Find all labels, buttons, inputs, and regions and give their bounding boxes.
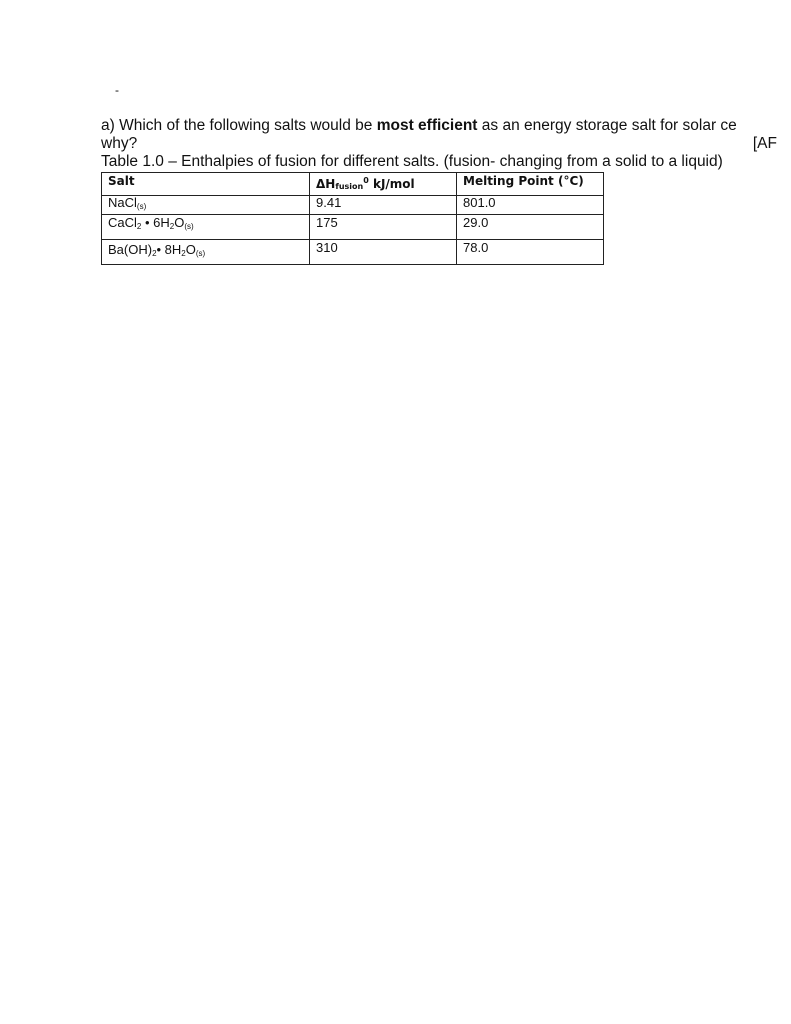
enthalpy-table [101,172,604,265]
salt-subscript: (s) [136,202,147,211]
question-emphasis: most efficient [376,117,478,134]
header-enthalpy-sub: fusion [335,182,364,191]
salt-subscript: (s) [184,222,194,231]
table-row [102,240,604,265]
table-header-row [102,173,604,196]
question-line-1 [101,117,791,135]
salt-formula-tail: O [174,215,185,230]
header-enthalpy-unit: kJ/mol [368,177,415,191]
question-prefix: a) Which of the following salts would be [101,117,377,134]
cell-enthalpy: 9.41 [310,196,457,215]
salt-formula-hydrate: • 8H [156,242,182,257]
salt-subscript: 2 [152,249,157,258]
table-caption: Table 1.0 – Enthalpies of fusion for different salts. (fusion- changing from a solid to a liquid) [101,153,723,170]
salt-subscript: 2 [181,249,186,258]
cell-melting-point: 78.0 [457,240,604,265]
salt-subscript: 2 [136,222,142,231]
question-why: why? [101,135,138,152]
cell-salt [102,196,310,215]
header-salt: Salt [102,173,310,196]
marks-tag: [AF [752,135,777,152]
salt-subscript: (s) [195,249,206,258]
cell-salt [102,240,310,265]
stray-dash: - [115,83,119,97]
salt-formula-tail: O [185,242,196,257]
cell-melting-point: 801.0 [457,196,604,215]
cell-enthalpy: 175 [310,215,457,240]
salt-formula-hydrate: • 6H [141,215,170,230]
salt-formula: NaCl [108,195,137,210]
cell-melting-point: 29.0 [457,215,604,240]
salt-formula: CaCl [108,215,137,230]
header-enthalpy [310,173,457,196]
table-row [102,196,604,215]
header-enthalpy-sup: 0 [363,176,369,185]
cell-enthalpy: 310 [310,240,457,265]
salt-subscript: 2 [169,222,175,231]
header-melting-point: Melting Point (°C) [457,173,604,196]
question-suffix: as an energy storage salt for solar ce [477,117,737,134]
header-enthalpy-main: ΔH [316,177,336,191]
salt-formula: Ba(OH) [108,242,153,257]
cell-salt [102,215,310,240]
table-row [102,215,604,240]
question-line-2 [101,135,791,153]
